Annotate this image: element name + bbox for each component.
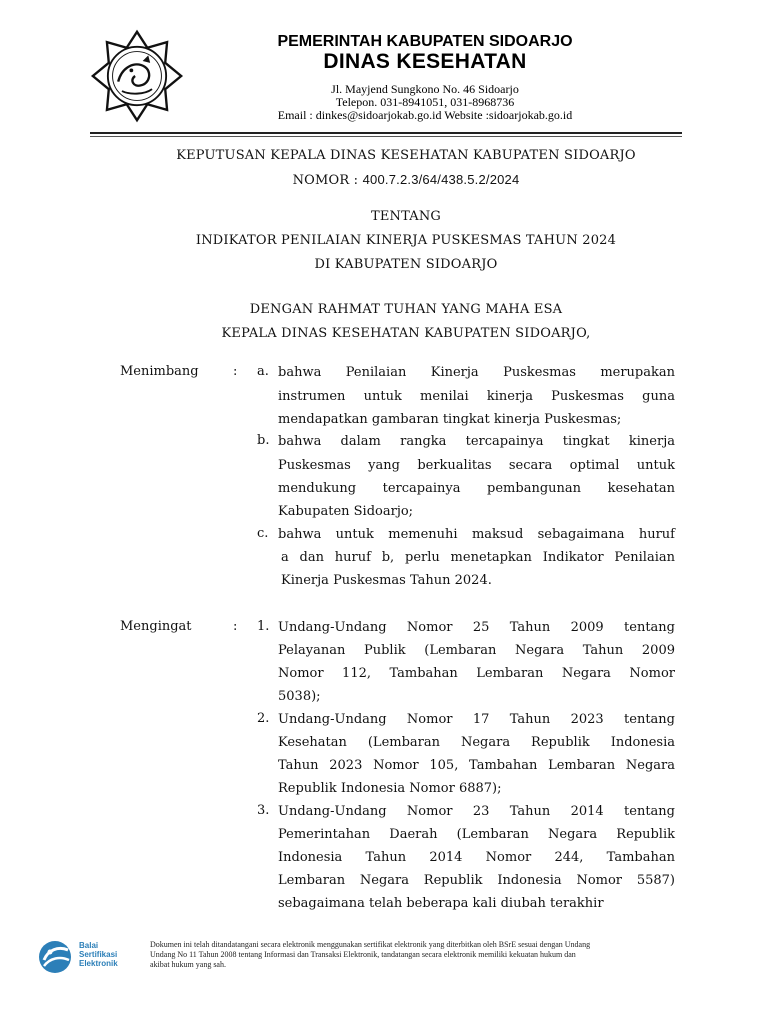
mengingat-item-line: sebagaimana telah beberapa kali diubah terakhir bbox=[278, 896, 604, 911]
menimbang-item-line: a dan huruf b, perlu menetapkan Indikator Penilaian bbox=[281, 550, 675, 565]
mengingat-item-line: Tahun 2023 Nomor 105, Tambahan Lembaran Negara bbox=[278, 758, 675, 773]
menimbang-item-line: Puskesmas yang berkualitas secara optimal untuk bbox=[278, 458, 675, 473]
mengingat-item-line: Nomor 112, Tambahan Lembaran Negara Nomor bbox=[278, 666, 675, 681]
government-name: PEMERINTAH KABUPATEN SIDOARJO bbox=[277, 33, 573, 50]
mengingat-item-line: Lembaran Negara Republik Indonesia Nomor 5587) bbox=[278, 873, 675, 888]
decree-subject-line-2: DI KABUPATEN SIDOARJO bbox=[314, 257, 498, 272]
mengingat-item-marker: 1. bbox=[257, 619, 270, 634]
mengingat-label: Mengingat bbox=[120, 619, 192, 634]
menimbang-colon: : bbox=[233, 364, 238, 379]
mengingat-item-line: Republik Indonesia Nomor 6887); bbox=[278, 781, 502, 796]
mengingat-item-line: Indonesia Tahun 2014 Nomor 244, Tambahan bbox=[278, 850, 675, 865]
mengingat-item-line: 5038); bbox=[278, 689, 321, 704]
mengingat-item-line: Pelayanan Publik (Lembaran Negara Tahun 2009 bbox=[278, 643, 675, 658]
decree-title: KEPUTUSAN KEPALA DINAS KESEHATAN KABUPATEN SIDOARJO bbox=[176, 148, 636, 163]
mengingat-colon: : bbox=[233, 619, 238, 634]
letterhead-divider-thick bbox=[90, 132, 682, 134]
bsre-name-line-2: Sertifikasi bbox=[79, 950, 118, 959]
opening-invocation: DENGAN RAHMAT TUHAN YANG MAHA ESA bbox=[249, 302, 563, 317]
decree-number-label: NOMOR : bbox=[292, 173, 363, 188]
bsre-name-line-3: Elektronik bbox=[79, 959, 118, 968]
mengingat-item-line: Pemerintahan Daerah (Lembaran Negara Republik bbox=[278, 827, 675, 842]
menimbang-item-line: Kinerja Puskesmas Tahun 2024. bbox=[281, 573, 492, 588]
decree-about: TENTANG bbox=[370, 209, 442, 224]
opening-authority: KEPALA DINAS KESEHATAN KABUPATEN SIDOARJO, bbox=[221, 326, 591, 341]
e-signature-note-line-2: Undang No 11 Tahun 2008 tentang Informasi dan Transaksi Elektronik, tandatangan secara elektronik memiliki kekuatan hukum dan bbox=[150, 950, 576, 959]
mengingat-item-line: Kesehatan (Lembaran Negara Republik Indonesia bbox=[278, 735, 675, 750]
menimbang-item-line: instrumen untuk menilai kinerja Puskesmas guna bbox=[278, 389, 675, 404]
menimbang-item-line: mendapatkan gambaran tingkat kinerja Puskesmas; bbox=[278, 412, 622, 427]
menimbang-label: Menimbang bbox=[120, 364, 199, 379]
menimbang-item-marker: b. bbox=[257, 433, 270, 448]
mengingat-item-line: Undang-Undang Nomor 25 Tahun 2009 tentang bbox=[278, 620, 675, 635]
letterhead-divider-thin bbox=[90, 136, 682, 137]
e-signature-note-line-1: Dokumen ini telah ditandatangani secara elektronik menggunakan sertifikat elektronik yang diterbitkan oleh BSrE sesuai dengan Undang bbox=[150, 940, 591, 949]
menimbang-item-line: bahwa dalam rangka tercapainya tingkat kinerja bbox=[278, 434, 675, 449]
mengingat-item-line: Undang-Undang Nomor 17 Tahun 2023 tentang bbox=[278, 712, 675, 727]
office-email-website: Email : dinkes@sidoarjokab.go.id Website :sidoarjokab.go.id bbox=[277, 108, 573, 122]
menimbang-item-line: mendukung tercapainya pembangunan kesehatan bbox=[278, 481, 675, 496]
menimbang-item-line: bahwa Penilaian Kinerja Puskesmas merupakan bbox=[278, 365, 675, 380]
menimbang-item-line: bahwa untuk memenuhi maksud sebagaimana huruf bbox=[278, 527, 675, 542]
menimbang-item-marker: c. bbox=[257, 526, 269, 541]
mengingat-item-marker: 2. bbox=[257, 711, 270, 726]
bsre-logo-icon bbox=[36, 938, 76, 976]
department-name: DINAS KESEHATAN bbox=[323, 50, 527, 73]
decree-subject-line-1: INDIKATOR PENILAIAN KINERJA PUSKESMAS TAHUN 2024 bbox=[195, 233, 617, 248]
menimbang-item-marker: a. bbox=[257, 364, 269, 379]
sidoarjo-regency-emblem-icon bbox=[90, 28, 184, 124]
e-signature-note-line-3: akibat hukum yang sah. bbox=[150, 960, 226, 969]
decree-number-line bbox=[100, 172, 712, 188]
menimbang-item-line: Kabupaten Sidoarjo; bbox=[278, 504, 414, 519]
office-phone: Telepon. 031-8941051, 031-8968736 bbox=[335, 95, 515, 109]
bsre-name-line-1: Balai bbox=[79, 941, 99, 950]
mengingat-item-marker: 3. bbox=[257, 803, 270, 818]
mengingat-item-line: Undang-Undang Nomor 23 Tahun 2014 tentang bbox=[278, 804, 675, 819]
office-address: Jl. Mayjend Sungkono No. 46 Sidoarjo bbox=[331, 82, 519, 96]
decree-number: 400.7.2.3/64/438.5.2/2024 bbox=[362, 172, 520, 187]
